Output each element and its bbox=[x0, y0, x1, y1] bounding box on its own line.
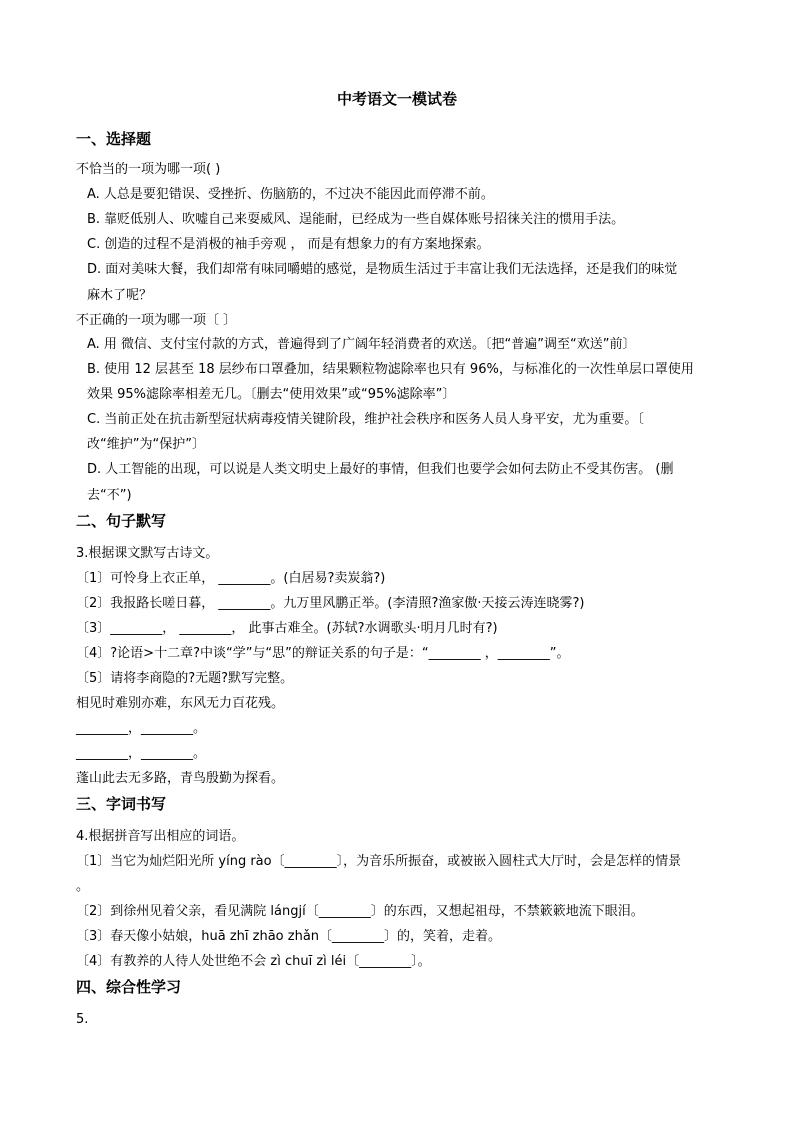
option-c-cont: 改“维护”为“保护”〕 bbox=[87, 437, 205, 452]
recitation-item: 〔4〕?论语>十二章?中谈“学”与“思”的辩证关系的句子是：“________ ，________”。 bbox=[76, 646, 570, 661]
option-b-cont: 效果 95%滤除率相差无几。〔删去“使用效果”或“95%滤除率”〕 bbox=[87, 387, 456, 402]
option-d-cont: 麻木了呢？ bbox=[87, 288, 153, 303]
option-a: A. 用 微信、支付宝付款的方式，普遍得到了广阔年轻消费者的欢送。〔把“普遍”调至“欢送”前〕 bbox=[87, 337, 636, 352]
pinyin-item: 〔3〕春天像小姑娘，huā zhī zhāo zhǎn〔________〕的，笑着，走着。 bbox=[76, 929, 502, 944]
section-heading-recitation: 二、句子默写 bbox=[76, 512, 167, 530]
pinyin-item: 〔2〕到徐州见着父亲，看见满院 lángjí〔________〕的东西，又想起祖母，不禁簌簌地流下眼泪。 bbox=[76, 904, 644, 919]
recitation-item: 〔1〕可怜身上衣正单， ________。(白居易?卖炭翁?) bbox=[76, 571, 386, 586]
pinyin-item: 〔4〕有教养的人待人处世绝不会 zì chuī zì léi〔________〕。 bbox=[76, 954, 431, 969]
question-stem: 不正确的一项为哪一项〔 〕 bbox=[76, 313, 237, 328]
recitation-item: 〔2〕我报路长嗟日暮， ________。九万里风鹏正举。(李清照?渔家傲·天接云涛连晓雾?) bbox=[76, 596, 585, 611]
option-a: A. 人总是要犯错误、受挫折、伤脑筋的，不过决不能因此而停滞不前。 bbox=[87, 187, 494, 202]
poem-blank-line: ________，________。 bbox=[76, 721, 207, 736]
option-c: C. 当前正处在抗击新型冠状病毒疫情关键阶段，维护社会秩序和医务人员人身平安，尤为重要。〔 bbox=[87, 412, 644, 427]
poem-line: 蓬山此去无多路，青鸟殷勤为探看。 bbox=[76, 771, 285, 786]
pinyin-item: 〔1〕当它为灿烂阳光所 yíng rào〔________〕，为音乐所振奋，或被嵌入圆柱式大厅时，会是怎样的情景 bbox=[76, 854, 682, 869]
question-stem: 3.根据课文默写古诗文。 bbox=[76, 546, 219, 561]
option-d: D. 人工智能的出现，可以说是人类文明史上最好的事情，但我们也要学会如何去防止不受其伤害。 (删 bbox=[87, 462, 674, 477]
option-b: B. 使用 12 层甚至 18 层纱布口罩叠加，结果颗粒物滤除率也只有 96%，与标准化的一次性单层口罩使用 bbox=[87, 362, 694, 377]
option-d: D. 面对美味大餐，我们却常有味同嚼蜡的感觉，是物质生活过于丰富让我们无法选择，还是我们的味觉 bbox=[87, 262, 678, 277]
recitation-item: 〔5〕请将李商隐的?无题?默写完整。 bbox=[76, 671, 294, 686]
pinyin-item-cont: 。 bbox=[76, 879, 90, 894]
poem-blank-line: ________，________。 bbox=[76, 746, 207, 761]
section-heading-choice: 一、选择题 bbox=[76, 130, 152, 148]
option-b: B. 靠贬低别人、吹嘘自己来耍威风、逞能耐，已经成为一些自媒体账号招徕关注的惯用手法。 bbox=[87, 212, 625, 227]
page-title: 中考语文一模试卷 bbox=[336, 90, 457, 108]
recitation-item: 〔3〕________， ________， 此事古难全。(苏轼?水调歌头·明月几时有?) bbox=[76, 621, 498, 636]
option-d-cont: 去“不”) bbox=[87, 488, 132, 503]
poem-line: 相见时难别亦难，东风无力百花残。 bbox=[76, 696, 285, 711]
section-heading-comprehensive: 四、综合性学习 bbox=[76, 978, 182, 996]
option-c: C. 创造的过程不是消极的袖手旁观 ， 而是有想象力的有方案地探索。 bbox=[87, 237, 490, 252]
question-stem: 5. bbox=[76, 1012, 89, 1027]
section-heading-words: 三、字词书写 bbox=[76, 795, 167, 813]
question-stem: 4.根据拼音写出相应的词语。 bbox=[76, 829, 245, 844]
question-stem: 不恰当的一项为哪一项( ) bbox=[76, 162, 221, 177]
